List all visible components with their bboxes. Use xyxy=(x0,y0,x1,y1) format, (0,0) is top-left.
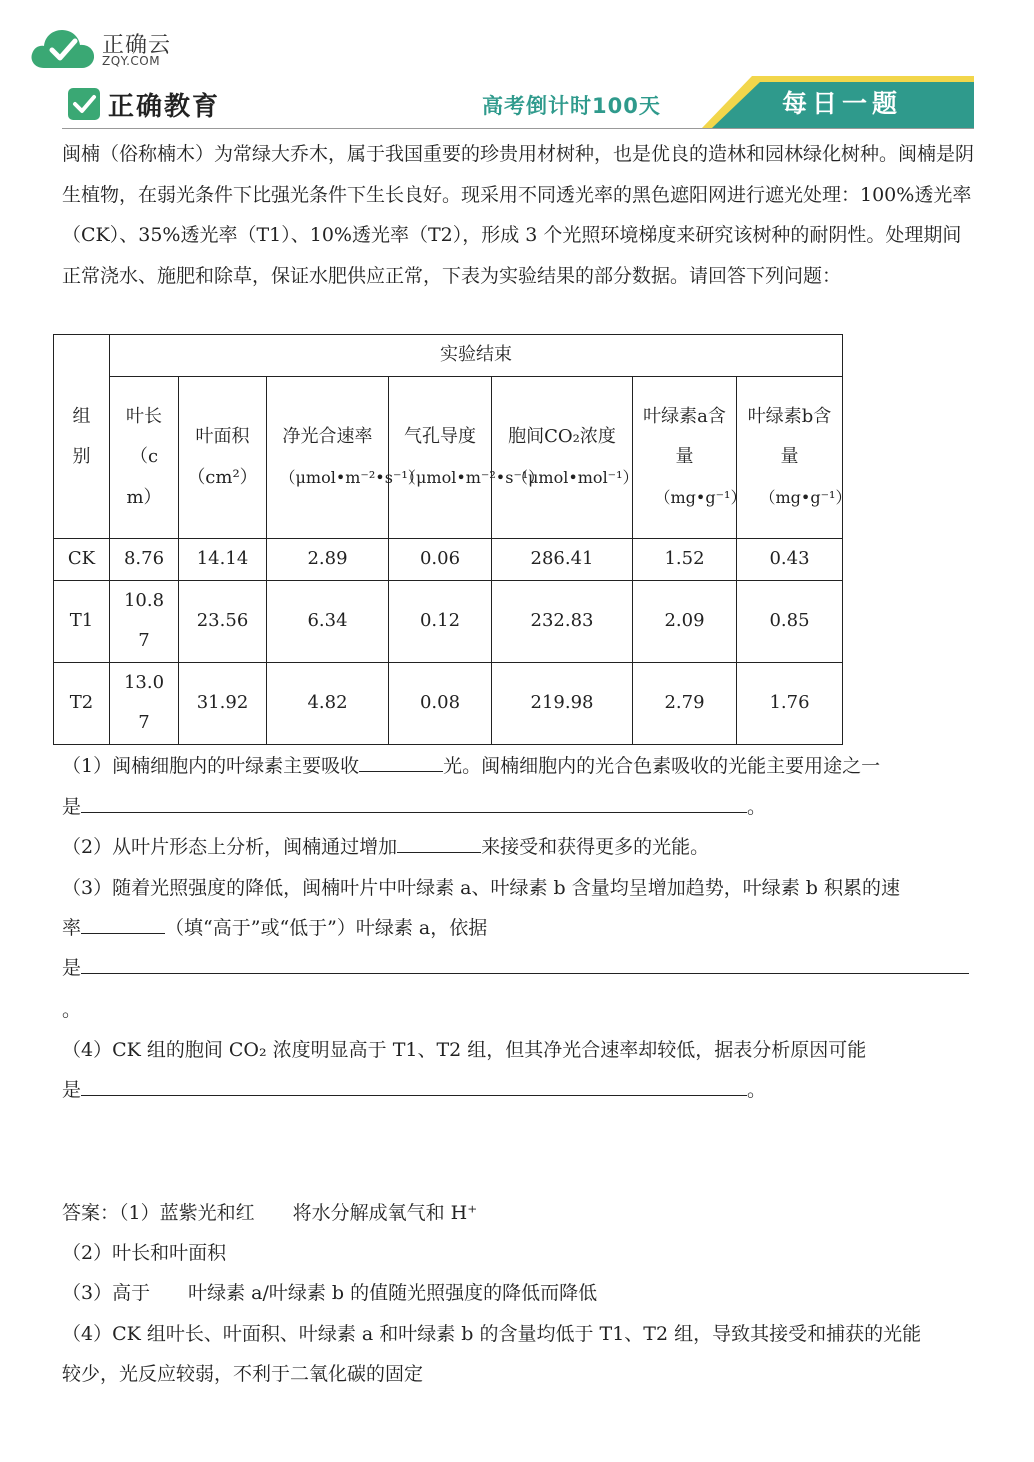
question-4-line-1: （4）CK 组的胞间 CO₂ 浓度明显高于 T1、T2 组，但其净光合速率却较低，据表分析原因可能 xyxy=(62,1039,867,1061)
col-co2: 胞间CO₂浓度 （μmol•mol⁻¹） xyxy=(492,377,633,539)
banner-text: 每日一题 xyxy=(782,89,903,118)
answer-blank[interactable] xyxy=(81,912,165,934)
answer-blank[interactable] xyxy=(81,952,969,974)
results-table xyxy=(53,334,852,745)
answer-blank[interactable] xyxy=(359,750,443,772)
answer-blank[interactable] xyxy=(81,791,747,813)
col-leaf-area: 叶面积 （cm²） xyxy=(179,377,267,539)
col-chla: 叶绿素a含量 （mg•g⁻¹） xyxy=(633,377,737,539)
question-4-line-2: 是 。 xyxy=(62,1070,766,1110)
intro-paragraph: 闽楠（俗称楠木）为常绿大乔木，属于我国重要的珍贵用材树种，也是优良的造林和园林绿化树种。闽楠是阴生植物，在弱光条件下比强光条件下生长良好。现采用不同透光率的黑色遮阳网进行遮光处理：100%透光率（CK）、35%透光率（T1）、10%透光率（T2），形成 3 个光照环境梯度来研究该树种的耐阴性。处理期间正常浇水、施肥和除草，保证水肥供应正常，下表为实验结果的部分数据。请回答下列问题： xyxy=(62,143,975,287)
group-header: 组别 xyxy=(54,335,110,539)
header-divider xyxy=(62,128,974,129)
question-1-line-1: （1）闽楠细胞内的叶绿素主要吸收 光。闽楠细胞内的光合色素吸收的光能主要用途之一 xyxy=(62,746,880,786)
question-1-line-2: 是 。 xyxy=(62,787,766,827)
brand-name: 正确教育 xyxy=(108,92,221,122)
question-2: （2）从叶片形态上分析，闽楠通过增加 来接受和获得更多的光能。 xyxy=(62,827,709,867)
col-leaf-length: 叶长（cm） xyxy=(110,377,179,539)
answer-2: （2）叶长和叶面积 xyxy=(62,1242,227,1264)
span-header: 实验结束 xyxy=(110,335,843,377)
col-chlb: 叶绿素b含量 （mg•g⁻¹） xyxy=(737,377,843,539)
header-band xyxy=(62,76,974,130)
table-row: T1 10.87 23.56 6.34 0.12 232.83 2.09 0.85 xyxy=(54,580,843,662)
table-row: CK 8.76 14.14 2.89 0.06 286.41 1.52 0.43 xyxy=(54,539,843,581)
question-3-line-1: （3）随着光照强度的降低，闽楠叶片中叶绿素 a、叶绿素 b 含量均呈增加趋势，叶绿素 b 积累的速 xyxy=(62,877,900,899)
question-3-line-2: 率 （填“高于”或“低于”）叶绿素 a，依据 xyxy=(62,908,487,948)
question-3-end: 。 xyxy=(62,999,82,1021)
col-photo-rate: 净光合速率 （μmol•m⁻²•s⁻¹） xyxy=(267,377,389,539)
answer-4-line-1: （4）CK 组叶长、叶面积、叶绿素 a 和叶绿素 b 的含量均低于 T1、T2 组，导致其接受和捕获的光能 xyxy=(62,1323,922,1345)
answer-1: 答案：（1）蓝紫光和红 将水分解成氧气和 H⁺ xyxy=(62,1202,478,1224)
table-row: T2 13.07 31.92 4.82 0.08 219.98 2.79 1.76 xyxy=(54,662,843,744)
countdown-text: 高考倒计时100天 xyxy=(482,94,661,118)
logo-cn: 正确云 xyxy=(102,33,172,58)
cloud-check-icon xyxy=(30,26,96,70)
question-3-line-3: 是 xyxy=(62,948,969,988)
zqy-logo xyxy=(30,22,190,74)
answer-4-line-2: 较少，光反应较弱，不利于二氧化碳的固定 xyxy=(62,1363,424,1385)
answer-blank[interactable] xyxy=(81,1074,747,1096)
answer-blank[interactable] xyxy=(397,831,481,853)
logo-en: ZQY.COM xyxy=(102,54,161,68)
col-stomata: 气孔导度 （μmol•m⁻²•s⁻¹） xyxy=(389,377,492,539)
answer-3: （3）高于 叶绿素 a/叶绿素 b 的值随光照强度的降低而降低 xyxy=(62,1282,598,1304)
brand-check-icon xyxy=(68,88,100,120)
